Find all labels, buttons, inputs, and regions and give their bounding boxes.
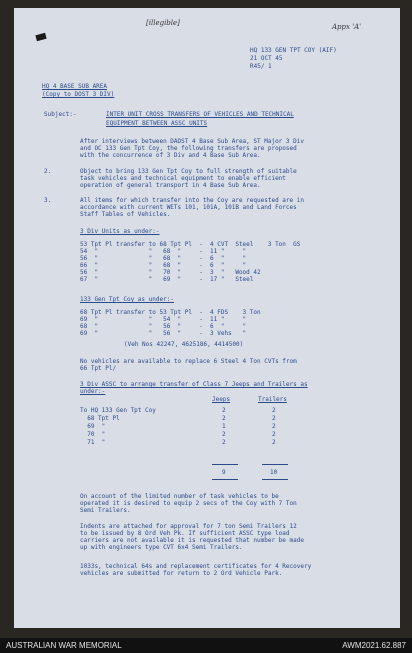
div-row: 67 " " 69 " - 17 " Steel bbox=[80, 276, 254, 283]
no-vehicles-line-1: No vehicles are available to replace 6 Steel 4 Ton CVTs from bbox=[80, 358, 297, 365]
para-2-line-1: Object to bring 133 Gen Tpt Coy to full strength of suitable bbox=[80, 168, 297, 175]
closing-3-line: 1033s, technical 64s and replacement certificates for 4 Recovery bbox=[80, 563, 312, 570]
jeeps-row-jeeps: 2 bbox=[222, 439, 226, 446]
footer-accession-number: AWM2021.62.887 bbox=[342, 641, 406, 650]
appendix-mark: Appx 'A' bbox=[332, 23, 362, 31]
para-2-line-2: task vehicles and technical equipment to enable efficient bbox=[80, 175, 286, 182]
trailers-total: 10 bbox=[270, 469, 278, 476]
jeeps-row-trailers: 2 bbox=[272, 415, 276, 422]
jeeps-row-jeeps: 1 bbox=[222, 423, 226, 430]
subject-line-1: INTER UNIT CROSS TRANSFERS OF VEHICLES AND TECHNICAL bbox=[106, 111, 294, 118]
div-row: 56 " " 70 " - 3 " Wood 42 bbox=[80, 269, 261, 276]
para-3-line-3: Staff Tables of Vehicles. bbox=[80, 211, 171, 218]
total-rule bbox=[212, 464, 238, 465]
para-1-line-1: After interviews between DADST 4 Base Sub Area, ST Major 3 Div bbox=[80, 138, 304, 145]
jeeps-row-trailers: 2 bbox=[272, 423, 276, 430]
para-3-line-1: All items for which transfer into the Coy are requested are in bbox=[80, 197, 304, 204]
div-row: 54 " " 68 " - 11 " " bbox=[80, 248, 247, 255]
total-rule bbox=[262, 464, 288, 465]
para-3-number: 3. bbox=[44, 197, 52, 204]
jeeps-row-trailers: 2 bbox=[272, 439, 276, 446]
document-page bbox=[14, 8, 400, 628]
total-rule bbox=[262, 479, 288, 480]
closing-3-line: vehicles are submitted for return to 2 Ord Vehicle Park. bbox=[80, 570, 283, 577]
coy-units-heading: 133 Gen Tpt Coy as under:- bbox=[80, 296, 174, 303]
subject-label: Subject:- bbox=[44, 111, 77, 118]
closing-2-line: to be issued by 8 Ord Veh Pk. If sufficient ASSC type load bbox=[80, 530, 290, 537]
jeeps-row-jeeps: 2 bbox=[222, 407, 226, 414]
div-row: 53 Tpt Pl transfer to 68 Tpt Pl - 4 CVT Steel 3 Ton GS bbox=[80, 241, 301, 248]
div-row: 66 " " 68 " - 6 " " bbox=[80, 262, 247, 269]
jeeps-row-jeeps: 2 bbox=[222, 415, 226, 422]
para-2-number: 2. bbox=[44, 168, 52, 175]
para-1-line-2: and OC 133 Gen Tpt Coy, the following transfers are proposed bbox=[80, 145, 297, 152]
no-vehicles-line-2: 66 Tpt Pl/ bbox=[80, 365, 117, 372]
closing-1-line: On account of the limited number of task vehicles to be bbox=[80, 493, 279, 500]
para-3-line-2: accordance with current WETs 101, 101A, 101B and Land Forces bbox=[80, 204, 297, 211]
coy-row: 68 " " 56 " - 6 " " bbox=[80, 323, 247, 330]
header-line-3: R45/ 1 bbox=[250, 63, 272, 70]
jeeps-heading-line-2: under:- bbox=[80, 388, 106, 395]
para-1-line-3: with the concurrence of 3 Div and 4 Base Sub Area. bbox=[80, 152, 261, 159]
addressee-line-1: HQ 4 BASE SUB AREA bbox=[42, 83, 108, 90]
jeeps-heading-line-1: 3 Div ASSC to arrange transfer of Class 7 Jeeps and Trailers as bbox=[80, 381, 308, 388]
vehicle-numbers-note: (Veh Nos 42247, 4625186, 4414500) bbox=[124, 341, 244, 348]
jeeps-total: 9 bbox=[222, 469, 226, 476]
div-row: 56 " " 68 " - 6 " " bbox=[80, 255, 247, 262]
jeeps-row-label: 69 " bbox=[80, 423, 106, 430]
punch-hole bbox=[35, 33, 46, 41]
jeeps-row-label: To HQ 133 Gen Tpt Coy bbox=[80, 407, 156, 414]
jeeps-row-label: 68 Tpt Pl bbox=[80, 415, 120, 422]
closing-1-line: Semi Trailers. bbox=[80, 507, 131, 514]
coy-row: 69 " " 54 " - 11 " " bbox=[80, 316, 247, 323]
header-line-2: 21 OCT 45 bbox=[250, 55, 283, 62]
footer-bar bbox=[0, 638, 412, 653]
jeeps-row-trailers: 2 bbox=[272, 431, 276, 438]
jeeps-row-jeeps: 2 bbox=[222, 431, 226, 438]
closing-1-line: operated it is desired to equip 2 secs of the Coy with 7 Ton bbox=[80, 500, 297, 507]
jeeps-row-trailers: 2 bbox=[272, 407, 276, 414]
trailers-column-header: Trailers bbox=[258, 396, 287, 403]
closing-2-line: carriers are not available it is requested that number be made bbox=[80, 537, 304, 544]
total-rule bbox=[212, 479, 238, 480]
jeeps-row-label: 70 " bbox=[80, 431, 106, 438]
div-units-heading: 3 Div Units as under:- bbox=[80, 228, 160, 235]
coy-row: 69 " " 56 " - 3 Vehs " bbox=[80, 330, 247, 337]
closing-2-line: up with engineers type CVT 6x4 Semi Trailers. bbox=[80, 544, 243, 551]
jeeps-row-label: 71 " bbox=[80, 439, 106, 446]
handwritten-note: [illegible] bbox=[146, 19, 180, 27]
footer-institution: AUSTRALIAN WAR MEMORIAL bbox=[6, 641, 122, 650]
subject-line-2: EQUIPMENT BETWEEN ASSC UNITS bbox=[106, 120, 208, 127]
addressee-line-2: (Copy to DOST 3 DIV) bbox=[42, 91, 115, 98]
jeeps-column-header: Jeeps bbox=[212, 396, 231, 403]
header-line-1: HQ 133 GEN TPT COY (AIF) bbox=[250, 47, 337, 54]
para-2-line-3: operation of general transport in 4 Base Sub Area. bbox=[80, 182, 261, 189]
coy-row: 68 Tpt Pl transfer to 53 Tpt Pl - 4 FDS 3 Ton bbox=[80, 309, 261, 316]
closing-2-line: Indents are attached for approval for 7 ton Semi Trailers 12 bbox=[80, 523, 297, 530]
